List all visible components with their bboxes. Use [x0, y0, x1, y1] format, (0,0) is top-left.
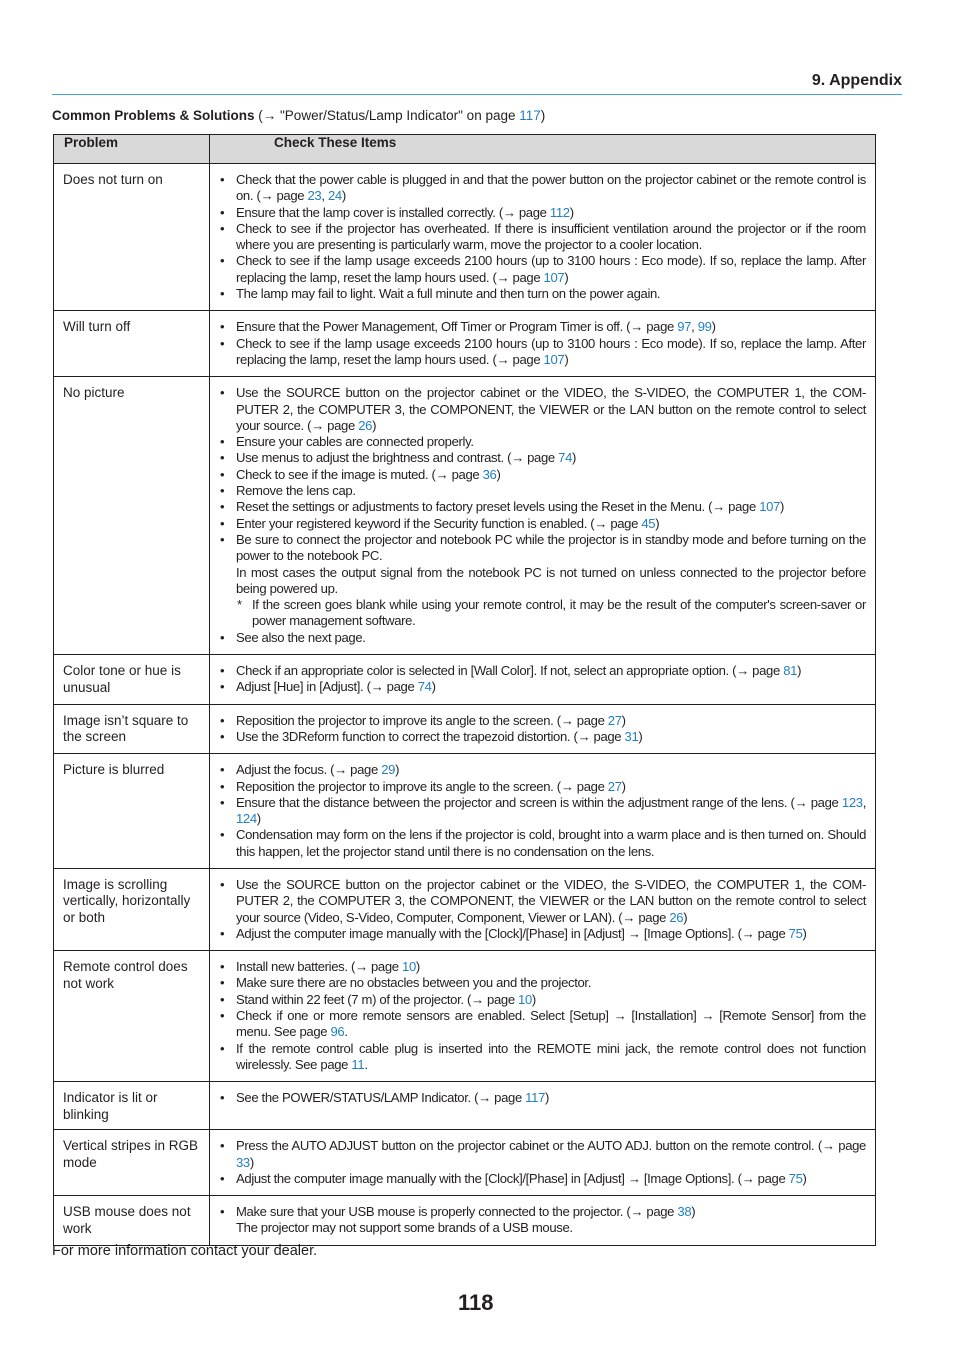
table-row: [54, 754, 876, 869]
page-reference-link[interactable]: 23: [307, 188, 322, 204]
check-item: [220, 221, 866, 254]
section-reference-text: (→ "Power/Status/Lamp Indicator" on page: [254, 108, 520, 123]
problem-cell: No picture: [54, 377, 210, 655]
item-text: ): [395, 762, 400, 778]
item-text: Ensure that the distance between the projector and screen is within the adjustment range of the lens. (→ page: [236, 794, 842, 810]
item-text: ): [691, 1204, 696, 1220]
check-items-cell: [210, 1130, 876, 1196]
item-text: Enter your registered keyword if the Security function is enabled. (→ page: [236, 515, 642, 531]
item-text: Check to see if the lamp usage exceeds 2100 hours (up to 3100 hours : Eco mode). If so, replace the lamp. After replacing the lamp, reset the lamp hours used. (→ page: [236, 253, 866, 285]
page-reference-link[interactable]: 96: [330, 1024, 345, 1040]
item-text: Use the SOURCE button on the projector cabinet or the VIDEO, the S-VIDEO, the COMPUTER 1, the COM-PUTER 2, the COMPUTER 3, the COMPONENT, the VIEWER or the LAN button on the remote control to select your source. (→ page: [236, 385, 866, 433]
check-items-list: [220, 172, 866, 302]
item-text: ): [431, 679, 436, 695]
item-text: ): [621, 778, 626, 794]
check-item: [220, 1138, 866, 1171]
page-reference-link[interactable]: 74: [417, 679, 432, 695]
section-heading: Common Problems & Solutions: [52, 108, 255, 123]
check-item: [220, 713, 866, 729]
item-text: ): [779, 499, 784, 515]
page-reference-link[interactable]: 27: [607, 778, 622, 794]
check-items-list: [220, 877, 866, 942]
check-item: [220, 877, 866, 926]
check-items-list: [220, 1090, 866, 1106]
check-item: [220, 532, 866, 565]
check-items-cell: [210, 311, 876, 377]
check-items-cell: [210, 951, 876, 1082]
table-row: [54, 377, 876, 655]
check-item: [220, 319, 866, 335]
check-item: [220, 1204, 866, 1220]
item-text: ): [802, 925, 807, 941]
check-items-cell: [210, 164, 876, 311]
item-text: Adjust the computer image manually with the [Clock]/[Phase] in [Adjust] → [Image Options]. (→ page: [236, 925, 789, 941]
check-item: [220, 385, 866, 434]
check-item: [220, 286, 866, 302]
page-reference-link[interactable]: 36: [482, 466, 497, 482]
item-text: .: [364, 1056, 368, 1072]
item-text: Check to see if the projector has overheated. If there is insufficient ventilation around the projector or if the room where you are presenting is particularly warm, move the projector to a cooler location.: [236, 220, 866, 253]
problem-cell: Remote control does not work: [54, 951, 210, 1082]
problem-cell: Does not turn on: [54, 164, 210, 311]
page-reference-link[interactable]: 99: [697, 319, 712, 335]
item-text: The lamp may fail to light. Wait a full minute and then turn on the power again.: [236, 286, 661, 302]
page-reference-link[interactable]: 10: [402, 959, 416, 975]
check-item: [220, 1090, 866, 1106]
item-text: Remove the lens cap.: [236, 483, 356, 499]
page-reference-link[interactable]: 45: [641, 515, 656, 531]
item-text: ): [621, 712, 626, 728]
page-reference-link[interactable]: 10: [518, 991, 532, 1007]
problem-cell: Will turn off: [54, 311, 210, 377]
page-reference-link[interactable]: 107: [543, 269, 565, 285]
item-text: Make sure there are no obstacles between you and the projector.: [236, 975, 591, 991]
page-reference-link[interactable]: 74: [558, 450, 573, 466]
problem-cell: Image is scrolling vertically, horizontally or both: [54, 868, 210, 950]
check-item: [220, 1008, 866, 1041]
page-header: [52, 70, 902, 95]
check-items-cell: [210, 377, 876, 655]
problem-cell: Vertical stripes in RGB mode: [54, 1130, 210, 1196]
item-text: Ensure your cables are connected properly.: [236, 434, 474, 450]
check-item: [220, 205, 866, 221]
item-text: Adjust the focus. (→ page: [236, 762, 382, 778]
item-text: ): [572, 450, 577, 466]
check-item: [220, 434, 866, 450]
check-items-list: [220, 319, 866, 368]
check-item: [220, 729, 866, 745]
check-items-cell: [210, 754, 876, 869]
check-item: [220, 172, 866, 205]
item-text: ): [256, 811, 261, 827]
item-text: Be sure to connect the projector and notebook PC while the projector is in standby mode and before turning on the power to the notebook PC.: [236, 531, 866, 564]
item-text: Ensure that the Power Management, Off Timer or Program Timer is off. (→ page: [236, 319, 678, 335]
check-item: [220, 827, 866, 860]
item-text: ,: [862, 794, 866, 810]
item-text: In most cases the output signal from the notebook PC is not turned on unless connected to the projector before being powered up.: [236, 564, 866, 596]
item-text: Press the AUTO ADJUST button on the projector cabinet or the AUTO ADJ. button on the remote control. (→ page: [236, 1138, 866, 1154]
page-reference-link[interactable]: 107: [543, 351, 565, 367]
check-items-cell: [210, 655, 876, 705]
item-text: ): [564, 269, 569, 285]
page-reference-link[interactable]: 29: [381, 762, 396, 778]
item-text: ): [569, 204, 574, 220]
item-text: ): [638, 728, 643, 744]
page-reference-link[interactable]: 26: [669, 909, 684, 925]
item-text: Adjust [Hue] in [Adjust]. (→ page: [236, 679, 418, 695]
check-item: [220, 1171, 866, 1187]
note-item: [220, 597, 866, 630]
page-reference-link[interactable]: 117: [525, 1090, 545, 1106]
item-text: .: [344, 1024, 348, 1040]
page-reference-link[interactable]: 31: [624, 728, 639, 744]
item-text: ,: [691, 319, 698, 335]
check-item: [220, 336, 866, 369]
item-text: Check to see if the image is muted. (→ page: [236, 466, 483, 482]
item-text: The projector may not support some brands of a USB mouse.: [236, 1220, 573, 1236]
item-text: ): [415, 959, 420, 975]
section-reference-suffix: ): [540, 108, 546, 123]
check-item: [220, 975, 866, 991]
table-row: [54, 311, 876, 377]
page-reference-link[interactable]: 24: [327, 188, 342, 204]
item-text: If the remote control cable plug is inserted into the REMOTE mini jack, the remote control does not function wirelessly. See page: [236, 1040, 866, 1072]
item-text: ): [564, 351, 569, 367]
check-item: [220, 679, 866, 695]
item-text: ,: [321, 188, 328, 204]
check-item: [220, 467, 866, 483]
check-item: [220, 253, 866, 286]
page-reference-link[interactable]: 33: [236, 1154, 250, 1170]
table-row: [54, 1130, 876, 1196]
problem-cell: Indicator is lit or blinking: [54, 1082, 210, 1130]
item-text: Check that the power cable is plugged in and that the power button on the projector cabinet or the remote control is on. (→ page: [236, 172, 866, 204]
check-item: [220, 483, 866, 499]
problem-cell: Color tone or hue is unusual: [54, 655, 210, 705]
check-items-cell: [210, 868, 876, 950]
item-text: Reposition the projector to improve its angle to the screen. (→ page: [236, 712, 608, 728]
check-item: [220, 663, 866, 679]
page-reference-link[interactable]: 107: [759, 499, 780, 515]
item-text: ): [372, 417, 377, 433]
section-title: [52, 108, 545, 123]
check-items-cell: [210, 1196, 876, 1246]
page-reference-link[interactable]: 38: [677, 1204, 692, 1220]
problem-column-header: Problem: [54, 135, 210, 164]
table-row: [54, 868, 876, 950]
page-reference-link[interactable]: 75: [788, 1170, 803, 1186]
check-items-cell: [210, 1082, 876, 1130]
item-text: ): [802, 1170, 807, 1186]
check-items-list: [220, 1138, 866, 1187]
item-text: Use the SOURCE button on the projector cabinet or the VIDEO, the S-VIDEO, the COMPUTER 1, the COM-PUTER 2, the COMPUTER 3, the COMPONENT, the VIEWER or the LAN button on the remote control to select your source (Video, S-Video, Computer, Component, Viewer or LAN). (→ page: [236, 876, 866, 925]
check-item: [220, 565, 866, 598]
table-row: [54, 951, 876, 1082]
section-reference-page-link[interactable]: 117: [519, 108, 541, 123]
item-text: Adjust the computer image manually with the [Clock]/[Phase] in [Adjust] → [Image Options]. (→ page: [236, 1170, 789, 1186]
page-reference-link[interactable]: 11: [351, 1056, 365, 1072]
problem-cell: Image isn’t square to the screen: [54, 704, 210, 754]
item-text: ): [711, 319, 716, 335]
check-items-list: [220, 959, 866, 1073]
page-reference-link[interactable]: 27: [607, 712, 622, 728]
item-text: See the POWER/STATUS/LAMP Indicator. (→ page: [236, 1090, 526, 1106]
item-text: Reposition the projector to improve its angle to the screen. (→ page: [236, 778, 608, 794]
item-text: Check to see if the lamp usage exceeds 2100 hours (up to 3100 hours : Eco mode). If so, replace the lamp. After replacing the lamp, reset the lamp hours used. (→ page: [236, 335, 866, 367]
item-text: Use the 3DReform function to correct the trapezoid distortion. (→ page: [236, 728, 625, 744]
item-text: ): [341, 188, 346, 204]
page-reference-link[interactable]: 75: [788, 925, 803, 941]
page-reference-link[interactable]: 97: [677, 319, 692, 335]
check-item: [220, 630, 866, 646]
item-text: Check if an appropriate color is selected in [Wall Color]. If not, select an appropriate option. (→ page: [236, 663, 784, 679]
check-items-list: [220, 1204, 866, 1237]
check-item: [220, 516, 866, 532]
item-text: ): [496, 466, 501, 482]
item-text: ): [655, 515, 660, 531]
troubleshooting-table: [53, 134, 876, 1246]
item-text: Stand within 22 feet (7 m) of the projector. (→ page: [236, 991, 519, 1007]
item-text: See also the next page.: [236, 629, 366, 645]
check-items-column-header: Check These Items: [210, 135, 876, 164]
chapter-title: 9. Appendix: [811, 72, 902, 89]
item-text: ): [531, 991, 536, 1007]
check-items-list: [220, 762, 866, 860]
item-text: Reset the settings or adjustments to factory preset levels using the Reset in the Menu. (→ page: [236, 499, 760, 515]
item-text: ): [249, 1154, 254, 1170]
table-row: [54, 704, 876, 754]
check-items-list: [220, 663, 866, 696]
check-item: [220, 795, 866, 828]
item-text: Check if one or more remote sensors are enabled. Select [Setup] → [Installation] → [Remote Sensor] from the menu. See page: [236, 1008, 866, 1040]
check-item: [220, 450, 866, 466]
table-header-row: [54, 135, 876, 164]
problem-cell: USB mouse does not work: [54, 1196, 210, 1246]
check-item: [220, 926, 866, 942]
check-item: [220, 959, 866, 975]
table-body: [54, 164, 876, 1246]
check-item: [220, 762, 866, 778]
check-item: [220, 1041, 866, 1074]
item-text: If the screen goes blank while using your remote control, it may be the result of the computer's screen-saver or power management software.: [252, 597, 866, 629]
table-row: [54, 1196, 876, 1246]
page-reference-link[interactable]: 26: [358, 417, 373, 433]
check-items-cell: [210, 704, 876, 754]
item-text: Ensure that the lamp cover is installed correctly. (→ page: [236, 204, 550, 220]
item-text: ): [797, 663, 802, 679]
check-items-list: [220, 713, 866, 746]
table-row: [54, 655, 876, 705]
check-items-list: [220, 385, 866, 646]
page-reference-link[interactable]: 123: [841, 794, 863, 810]
page-reference-link[interactable]: 81: [783, 663, 798, 679]
item-text: Install new batteries. (→ page: [236, 959, 403, 975]
footer-note: For more information contact your dealer.: [52, 1243, 318, 1259]
check-item: [220, 992, 866, 1008]
problem-cell: Picture is blurred: [54, 754, 210, 869]
page-reference-link[interactable]: 124: [236, 811, 257, 827]
item-text: Condensation may form on the lens if the projector is cold, brought into a warm place and is then turned on. Should this happen, let the projector stand until there is no condensation on the lens.: [236, 827, 866, 859]
item-text: ): [683, 909, 688, 925]
item-text: Use menus to adjust the brightness and contrast. (→ page: [236, 450, 559, 466]
item-text: ): [545, 1090, 550, 1106]
item-text: Make sure that your USB mouse is properly connected to the projector. (→ page: [236, 1204, 678, 1220]
check-item: [220, 779, 866, 795]
check-item: [220, 499, 866, 515]
page-number: 118: [458, 1290, 494, 1315]
check-item: [220, 1220, 866, 1236]
table-row: [54, 164, 876, 311]
table-row: [54, 1082, 876, 1130]
page-reference-link[interactable]: 112: [549, 204, 570, 220]
